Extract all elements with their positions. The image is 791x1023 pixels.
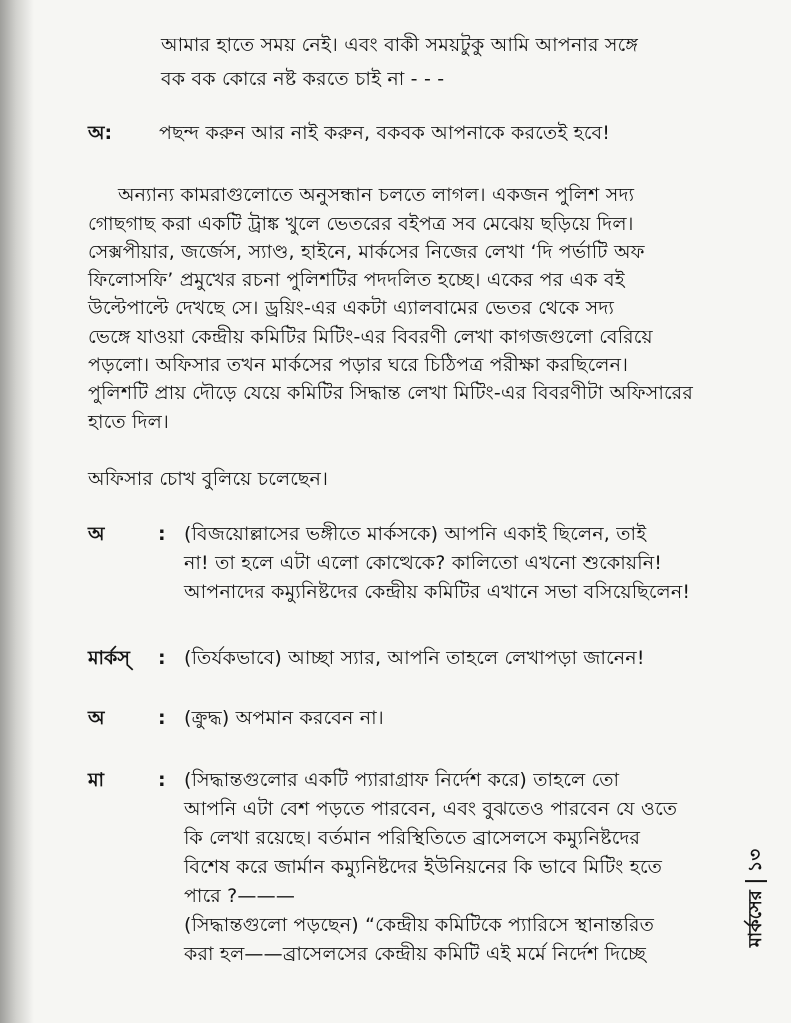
narration-line: হাতে দিল।: [88, 411, 169, 433]
speaker-colon: :: [158, 647, 166, 669]
dialogue-line: কি লেখা রয়েছে। বর্তমান পরিস্থিতিতে ব্রাসেলসে কম্যুনিষ্টদের: [184, 827, 641, 849]
speaker-label: মার্কস্‌: [88, 647, 130, 669]
page-binding-shadow: [0, 0, 34, 1023]
dialogue-line: পারে ?———: [184, 885, 296, 907]
narration-line: পুলিশটি প্রায় দৌড়ে যেয়ে কমিটির সিদ্ধান্ত লেখা মিটিং-এর বিবরণীটা অফিসারের: [88, 382, 693, 404]
narration-line: অন্যান্য কামরাগুলোতে অনুসন্ধান চলতে লাগল। একজন পুলিশ সদ্য: [118, 184, 635, 206]
speaker-label: অ:: [88, 122, 113, 144]
running-title: মার্কসের: [745, 890, 766, 948]
speaker-label: অ: [88, 523, 105, 545]
dialogue-line: (তির্যকভাবে) আচ্ছা স্যার, আপনি তাহলে লেখাপড়া জানেন!: [184, 647, 645, 669]
narration-line: উল্টেপাল্টে দেখছে সে। ড্রয়িং-এর একটা এ্যালবামের ভেতর থেকে সদ্য: [88, 297, 615, 319]
dialogue-line: (সিদ্ধান্তগুলো পড়ছেন) “কেন্দ্রীয় কমিটিকে প্যারিসে স্থানান্তরিত: [184, 914, 655, 936]
narration-line: অফিসার চোখ বুলিয়ে চলেছেন।: [88, 468, 329, 490]
dialogue-line: আপনাদের কম্যুনিষ্টদের কেন্দ্রীয় কমিটির এখানে সভা বসিয়েছিলেন!: [184, 581, 691, 603]
narration-line: গোছগাছ করা একটি ট্রাঙ্ক খুলে ভেতরের বইপত্র সব মেঝেয় ছড়িয়ে দিল।: [88, 213, 634, 235]
text-line: আমার হাতে সময় নেই। এবং বাকী সময়টুকু আমি আপনার সঙ্গে: [161, 34, 639, 56]
speaker-colon: :: [158, 523, 166, 545]
speaker-colon: :: [158, 707, 166, 729]
dialogue-line: বিশেষ করে জার্মান কম্যুনিষ্টদের ইউনিয়নের কি ভাবে মিটিং হতে: [184, 856, 663, 878]
dialogue-line: না! তা হলে এটা এলো কোত্থেকে? কালিতো এখনো শুকোয়নি!: [184, 552, 663, 574]
page-number: ১৩: [745, 848, 766, 873]
speaker-label: অ: [88, 707, 105, 729]
dialogue-line: (ক্রুদ্ধ) অপমান করবেন না।: [184, 707, 384, 729]
dialogue-line: (সিদ্ধান্তগুলোর একটি প্যারাগ্রাফ নির্দেশ করে) তাহলে তো: [184, 769, 620, 791]
narration-line: পড়লো। অফিসার তখন মার্কসের পড়ার ঘরে চিঠিপত্র পরীক্ষা করছিলেন।: [88, 354, 629, 376]
narration-line: সেক্সপীয়ার, জর্জেস, স্যাণ্ড, হাইনে, মার্কসের নিজের লেখা ‘দি পর্ভাটি অফ: [88, 241, 645, 263]
dialogue-line: করা হল——ব্রাসেলসের কেন্দ্রীয় কমিটি এই মর্মে নির্দেশ দিচ্ছে: [184, 943, 647, 965]
narration-line: ফিলোসফি’ প্রমুখের রচনা পুলিশটির পদদলিত হচ্ছে। একের পর এক বই: [88, 269, 625, 291]
narration-line: ভেঙ্গে যাওয়া কেন্দ্রীয় কমিটির মিটিং-এর বিবরণী লেখা কাগজগুলো বেরিয়ে: [88, 326, 653, 348]
dialogue-line: (বিজয়োল্লাসের ভঙ্গীতে মার্কসকে) আপনি একাই ছিলেন, তাই: [184, 523, 647, 545]
footer-divider: [745, 880, 767, 882]
speaker-label: মা: [88, 769, 105, 791]
page-footer: [738, 818, 774, 978]
dialogue-line: আপনি এটা বেশ পড়তে পারবেন, এবং বুঝতেও পারবেন যে ওতে: [184, 798, 678, 820]
speaker-colon: :: [158, 769, 166, 791]
dialogue-line: পছন্দ করুন আর নাই করুন, বকবক আপনাকে করতেই হবে!: [159, 122, 611, 144]
text-line: বক বক কোরে নষ্ট করতে চাই না - - -: [161, 68, 445, 90]
